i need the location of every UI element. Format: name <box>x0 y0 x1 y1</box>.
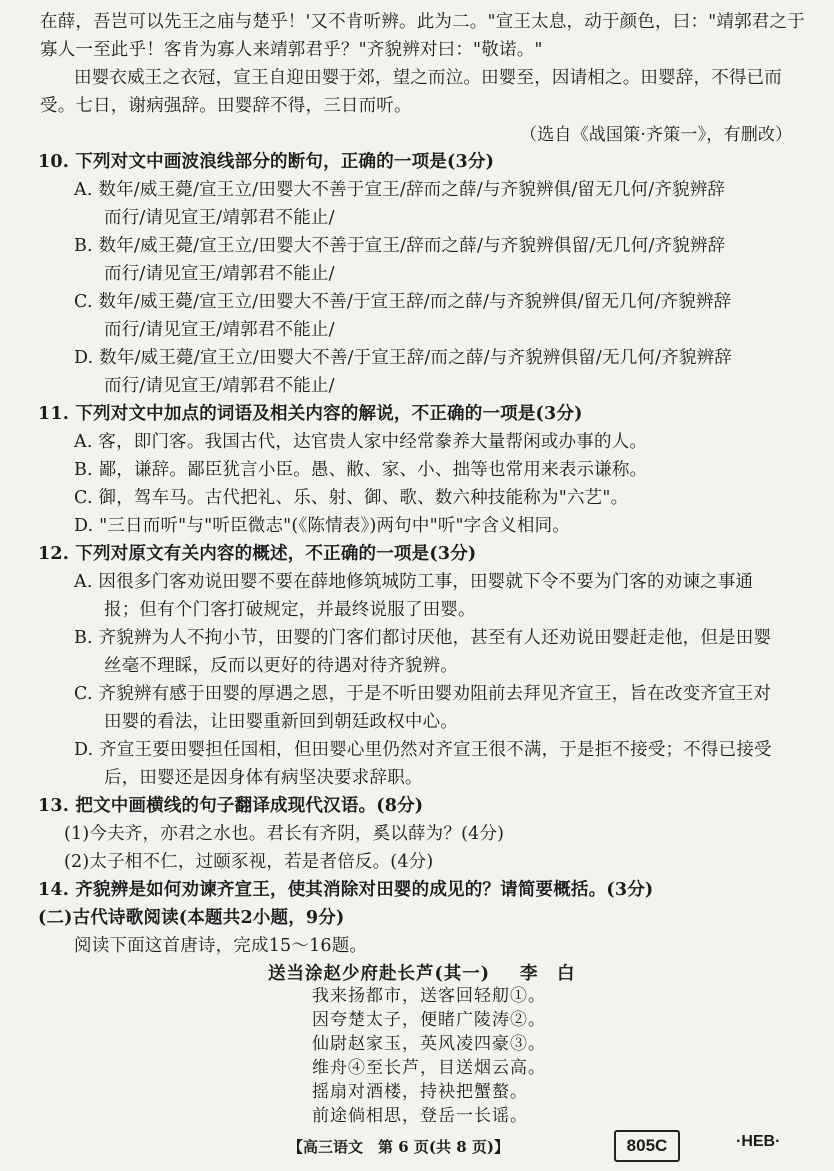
passage-source: （选自《战国策·齐策一》，有删改） <box>520 125 793 145</box>
poem-author: 李 白 <box>520 964 576 984</box>
question-10-option-d-cont: 而行/请见宣王/靖郭君不能止/ <box>104 376 335 396</box>
question-13-item-2: (2)太子相不仁，过颐豕视，若是者倍反。(4分) <box>64 852 434 872</box>
question-11-stem: 11. 下列对文中加点的词语及相关内容的解说，不正确的一项是(3分) <box>38 404 583 424</box>
poem-line-3: 仙尉赵家玉，英风凌四豪③。 <box>312 1034 546 1054</box>
question-10-option-a-cont: 而行/请见宣王/靖郭君不能止/ <box>104 208 335 228</box>
question-12-option-c: C. 齐貌辨有感于田婴的厚遇之恩，于是不听田婴劝阻前去拜见齐宣王，旨在改变齐宣王对 <box>74 684 772 704</box>
question-12-option-d-cont: 后，田婴还是因身体有病坚决要求辞职。 <box>104 768 423 788</box>
poem-line-2: 因夸楚太子，便睹广陵涛②。 <box>312 1010 546 1030</box>
question-11-option-c: C. 御，驾车马。古代把礼、乐、射、御、歌、数六种技能称为"六艺"。 <box>74 488 629 508</box>
section-2-heading: (二)古代诗歌阅读(本题共2小题，9分) <box>38 908 345 928</box>
question-10-option-b-cont: 而行/请见宣王/靖郭君不能止/ <box>104 264 335 284</box>
passage-line-3: 田婴衣威王之衣冠，宣王自迎田婴于郊，望之而泣。田婴至，因请相之。田婴辞，不得已而 <box>74 68 782 88</box>
question-12-stem: 12. 下列对原文有关内容的概述，不正确的一项是(3分) <box>38 544 477 564</box>
question-10-option-c-cont: 而行/请见宣王/靖郭君不能止/ <box>104 320 335 340</box>
passage-line-4: 受。七日，谢病强辞。田婴辞不得，三日而听。 <box>40 96 412 116</box>
poem-line-4: 维舟④至长芦，目送烟云高。 <box>312 1058 546 1078</box>
question-11-option-b: B. 鄙，谦辞。鄙臣犹言小臣。愚、敝、家、小、拙等也常用来表示谦称。 <box>74 460 648 480</box>
question-12-option-a: A. 因很多门客劝说田婴不要在薛地修筑城防工事，田婴就下令不要为门客的劝谏之事通 <box>74 572 754 592</box>
poem-line-1: 我来扬都市，送客回轻舠①。 <box>312 986 546 1006</box>
question-10-option-a: A. 数年/威王薨/宣王立/田婴大不善于宣王/辞而之薛/与齐貌辨俱/留无几何/齐貌辨辞 <box>74 180 726 200</box>
poem-line-5: 摇扇对酒楼，持袂把蟹螯。 <box>312 1082 528 1102</box>
question-11-option-d: D. "三日而听"与"听臣微志"(《陈情表》)两句中"听"字含义相同。 <box>74 516 570 536</box>
question-12-option-b-cont: 丝毫不理睬，反而以更好的待遇对待齐貌辨。 <box>104 656 458 676</box>
question-13-stem: 13. 把文中画横线的句子翻译成现代汉语。(8分) <box>38 796 424 816</box>
question-10-option-c: C. 数年/威王薨/宣王立/田婴大不善/于宣王辞/而之薛/与齐貌辨俱/留无几何/齐貌辨辞 <box>74 292 732 312</box>
question-10-option-b: B. 数年/威王薨/宣王立/田婴大不善于宣王/辞而之薛/与齐貌辨俱留/无几何/齐貌辨辞 <box>74 236 726 256</box>
section-2-instruction: 阅读下面这首唐诗，完成15～16题。 <box>74 936 368 956</box>
page-footer: 【高三语文 第 6 页(共 8 页)】 <box>288 1138 509 1156</box>
exam-code-box: 805C <box>614 1130 680 1162</box>
question-12-option-b: B. 齐貌辨为人不拘小节，田婴的门客们都讨厌他，甚至有人还劝说田婴赶走他，但是田婴 <box>74 628 772 648</box>
question-13-item-1: (1)今夫齐，亦君之水也。君长有齐阴，奚以薛为？(4分) <box>64 824 505 844</box>
question-12-option-d: D. 齐宣王要田婴担任国相，但田婴心里仍然对齐宣王很不满，于是拒不接受；不得已接受 <box>74 740 772 760</box>
exam-tag: ·HEB· <box>736 1133 781 1150</box>
question-10-stem: 10. 下列对文中画波浪线部分的断句，正确的一项是(3分) <box>38 152 495 172</box>
poem-line-6: 前途倘相思，登岳一长谣。 <box>312 1106 528 1126</box>
question-11-option-a: A. 客，即门客。我国古代，达官贵人家中经常豢养大量帮闲或办事的人。 <box>74 432 648 452</box>
poem-title: 送当涂赵少府赴长芦(其一) <box>268 964 491 984</box>
passage-line-1: 在薛，吾岂可以先王之庙与楚乎！'又不肯听辨。此为二。"宣王太息，动于颜色，曰："靖郭君之于 <box>40 12 805 32</box>
passage-line-2: 寡人一至此乎！客肯为寡人来靖郭君乎？"齐貌辨对曰："敬诺。" <box>40 40 543 60</box>
question-12-option-c-cont: 田婴的看法，让田婴重新回到朝廷政权中心。 <box>104 712 458 732</box>
question-12-option-a-cont: 报；但有个门客打破规定，并最终说服了田婴。 <box>104 600 476 620</box>
question-14-stem: 14. 齐貌辨是如何劝谏齐宣王，使其消除对田婴的成见的？请简要概括。(3分) <box>38 880 654 900</box>
question-10-option-d: D. 数年/威王薨/宣王立/田婴大不善/于宣王辞/而之薛/与齐貌辨俱留/无几何/齐貌辨辞 <box>74 348 732 368</box>
